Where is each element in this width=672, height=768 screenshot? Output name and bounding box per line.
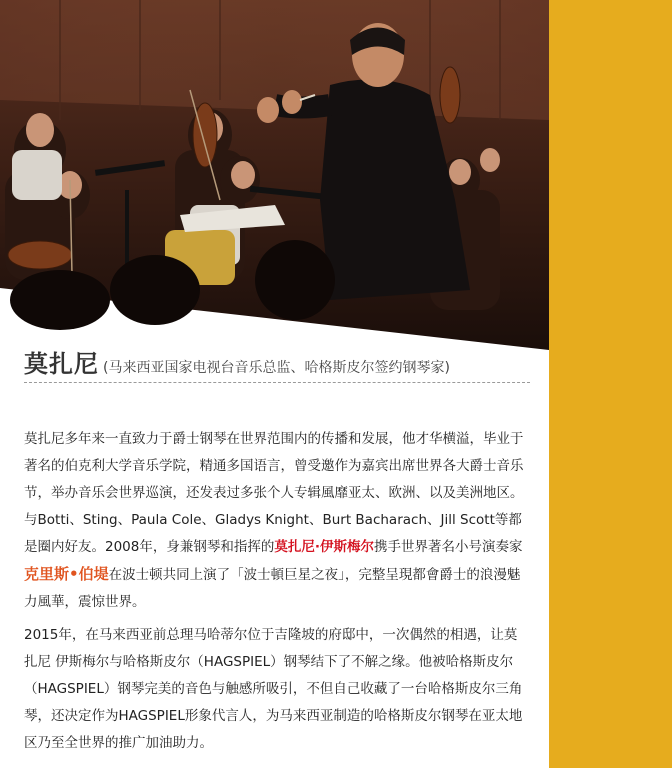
- orchestra-conductor-photo: [0, 0, 549, 350]
- paragraph-1-ending: 在波士顿共同上演了「波士頓巨星之夜」，完整呈現都會爵士的浪漫魅力風華，震惊世界。: [24, 567, 521, 610]
- highlight-chris-botti: 克里斯•伯堤: [24, 565, 109, 583]
- paragraph-1-friends: Botti、Sting、Paula Cole、Gladys Knight、Burt Bacharach、Jill Scott等都是圈内好友。2008年，身兼钢琴和指挥的: [24, 512, 522, 555]
- profile-header: [24, 344, 530, 383]
- profile-name: 莫扎尼: [24, 350, 99, 378]
- paragraph-1-text: 莫扎尼多年来一直致力于爵士钢琴在世界范围内的传播和发展，他才华横溢，毕业于著名的伯克利大学音乐学院，精通多国语言，曾受邀作为嘉宾出席世界各大爵士音乐节，举办音乐会世界巡演，还发表过多张个人专辑風靡亚太、欧洲、以及美洲地区。与: [24, 431, 524, 528]
- paragraph-1-collab: 携手世界著名小号演奏家: [374, 539, 523, 555]
- biography-paragraph-1: [24, 426, 530, 616]
- profile-title-note: (马来西亚国家电视台音乐总监、哈格斯皮尔签约钢琴家): [103, 360, 450, 376]
- biography-text: [24, 426, 530, 763]
- biography-paragraph-2: 2015年，在马来西亚前总理马哈蒂尔位于吉隆坡的府邸中，一次偶然的相遇，让莫扎尼 伊斯梅尔与哈格斯皮尔（HAGSPIEL）钢琴结下了不解之缘。他被哈格斯皮尔（HAGSPIEL）钢琴完美的音色与触感所吸引，不但自己收藏了一台哈格斯皮尔三角琴，还决定作为HAGSPIEL形象代言人，为马来西亚制造的哈格斯皮尔钢琴在亚太地区乃至全世界的推广加油助力。: [24, 627, 523, 751]
- side-band: [549, 0, 672, 768]
- highlight-mozani: 莫扎尼·伊斯梅尔: [274, 539, 374, 555]
